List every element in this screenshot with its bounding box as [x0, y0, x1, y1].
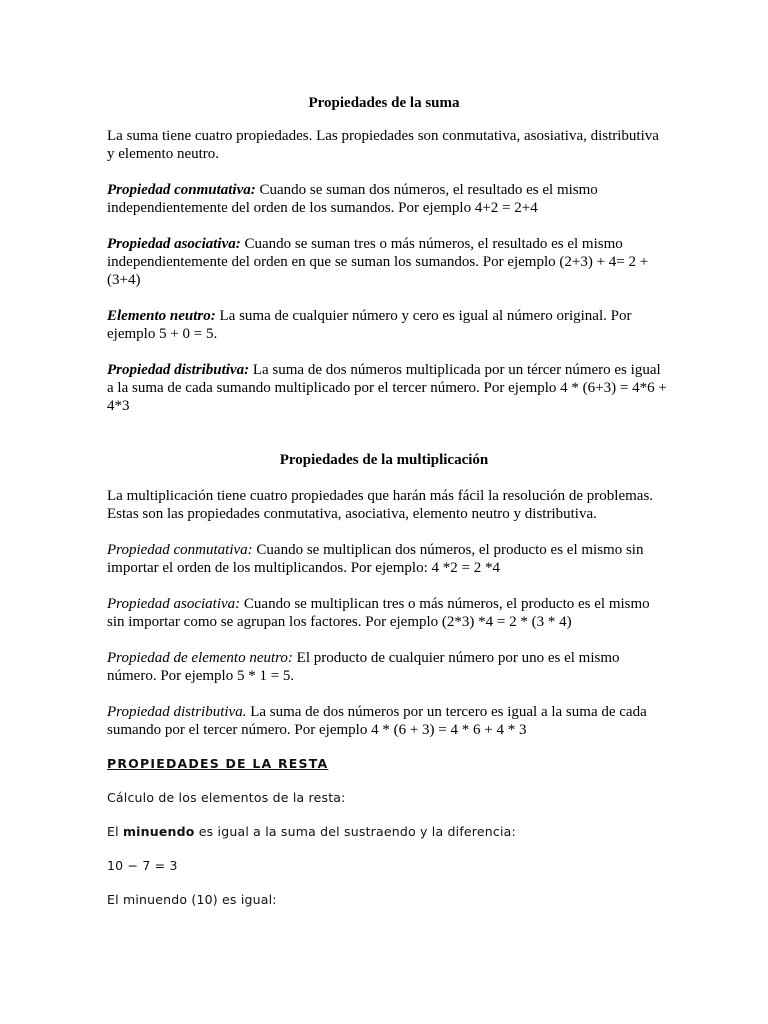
suma-asociativa-paragraph — [107, 235, 667, 289]
resta-calculo: Cálculo de los elementos de la resta: — [107, 790, 346, 805]
mult-distributiva-text: La suma de dos números por un tercero es igual a la suma de cada sumando por el tercer número. Por ejemplo 4 * (6 + 3) = 4 * 6 + 4 * 3 — [107, 704, 647, 738]
mult-conmutativa-text: Cuando se multiplican dos números, el producto es el mismo sin importar el orden de los multiplicandos. Por ejemplo: 4 *2 = 2 *4 — [107, 542, 644, 576]
multiplicacion-title: Propiedades de la multiplicación — [279, 452, 489, 468]
suma-conmutativa-paragraph — [107, 181, 667, 217]
mult-asociativa-label: Propiedad asociativa: — [107, 596, 241, 612]
mult-neutro-paragraph — [107, 649, 667, 685]
suma-title: Propiedades de la suma — [308, 95, 460, 111]
resta-minuendo-pre: El — [107, 824, 123, 839]
resta-minuendo-post: es igual a la suma del sustraendo y la diferencia: — [194, 824, 516, 839]
suma-neutro-text: La suma de cualquier número y cero es igual al número original. Por ejemplo 5 + 0 = 5. — [107, 308, 632, 342]
suma-distributiva-paragraph — [107, 361, 667, 415]
resta-minuendo-paragraph — [107, 824, 667, 840]
mult-conmutativa-label: Propiedad conmutativa: — [107, 542, 253, 558]
suma-neutro-label: Elemento neutro: — [107, 308, 216, 324]
suma-distributiva-label: Propiedad distributiva: — [107, 362, 250, 378]
suma-intro: La suma tiene cuatro propiedades. Las propiedades son conmutativa, asosiativa, distributiva y elemento neutro. — [107, 128, 659, 162]
suma-asociativa-label: Propiedad asociativa: — [107, 236, 241, 252]
suma-asociativa-text: Cuando se suman tres o más números, el resultado es el mismo independientemente del orden en que se suman los sumandos. Por ejemplo (2+3) + 4= 2 + (3+4) — [107, 236, 649, 288]
mult-conmutativa-paragraph — [107, 541, 667, 577]
mult-neutro-label: Propiedad de elemento neutro: — [107, 650, 293, 666]
mult-neutro-text: El producto de cualquier número por uno es el mismo número. Por ejemplo 5 * 1 = 5. — [107, 650, 620, 684]
mult-asociativa-paragraph — [107, 595, 667, 631]
resta-minuendo-igual: El minuendo (10) es igual: — [107, 892, 277, 907]
suma-conmutativa-label: Propiedad conmutativa: — [107, 182, 256, 198]
resta-title: PROPIEDADES DE LA RESTA — [107, 756, 329, 771]
suma-conmutativa-text: Cuando se suman dos números, el resultado es el mismo independientemente del orden de los sumandos. Por ejemplo 4+2 = 2+4 — [107, 182, 598, 216]
multiplicacion-intro: La multiplicación tiene cuatro propiedades que harán más fácil la resolución de problemas. Estas son las propiedades conmutativa, asociativa, elemento neutro y distributiva. — [107, 488, 654, 522]
resta-minuendo-term: minuendo — [122, 824, 195, 839]
mult-asociativa-text: Cuando se multiplican tres o más números, el producto es el mismo sin importar como se agrupan los factores. Por ejemplo (2*3) *4 = 2 * (3 * 4) — [107, 596, 650, 630]
suma-neutro-paragraph — [107, 307, 667, 343]
mult-distributiva-paragraph — [107, 703, 667, 739]
mult-distributiva-label: Propiedad distributiva. — [107, 704, 247, 720]
resta-ejemplo: 10 − 7 = 3 — [107, 858, 178, 873]
suma-distributiva-text: La suma de dos números multiplicada por un tércer número es igual a la suma de cada sumando multiplicado por el tercer número. Por ejemplo 4 * (6+3) = 4*6 + 4*3 — [107, 362, 667, 414]
